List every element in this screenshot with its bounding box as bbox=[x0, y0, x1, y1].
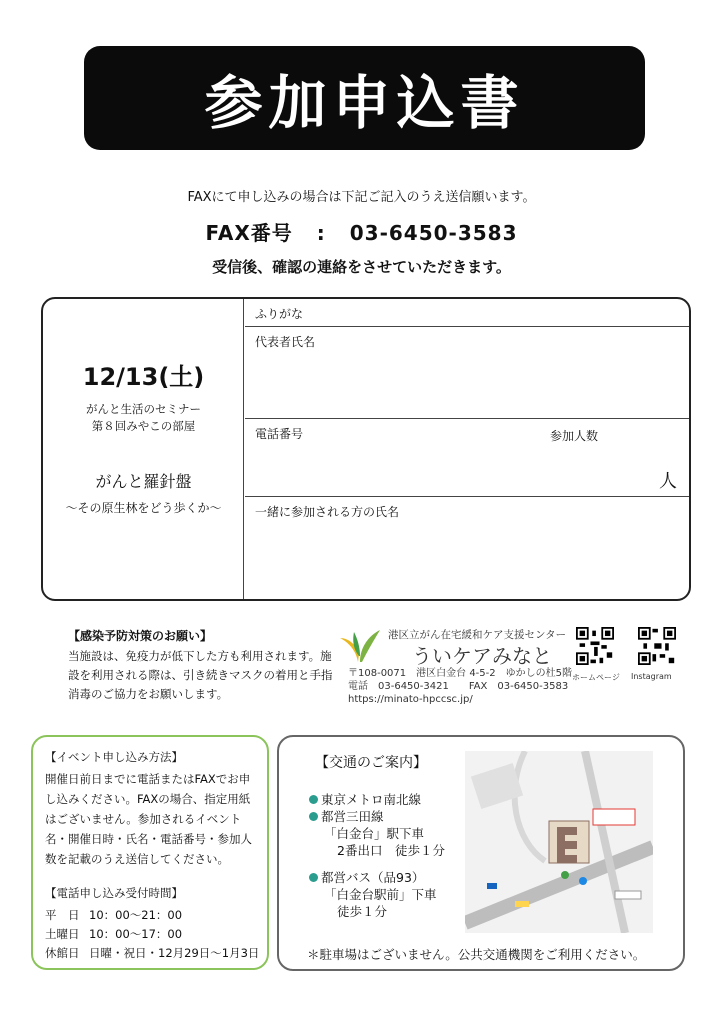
confirm-note: 受信後、確認の連絡をさせていただきます。 bbox=[212, 258, 511, 276]
hours-saturday-value: 10：00～17：00 bbox=[89, 927, 183, 941]
fax-separator: : bbox=[316, 221, 326, 245]
transit-line-mita: 都営三田線 bbox=[309, 808, 445, 825]
phone-attendees-field[interactable] bbox=[245, 419, 691, 497]
phone-hours-heading: 【電話申し込み受付時間】 bbox=[45, 886, 183, 900]
bullet-icon bbox=[309, 795, 318, 804]
event-date: 12/13(土) bbox=[82, 363, 205, 391]
bullet-icon bbox=[309, 873, 318, 882]
transit-station: 「白金台」駅下車 bbox=[324, 826, 425, 841]
fax-label: FAX番号 bbox=[205, 221, 293, 245]
apply-method-box bbox=[31, 735, 269, 970]
rep-name-label: 代表者氏名 bbox=[255, 335, 316, 349]
event-series-line2: 第８回みやこの部屋 bbox=[91, 419, 196, 433]
event-series bbox=[43, 401, 244, 435]
event-series-line1: がんと生活のセミナー bbox=[86, 402, 201, 416]
infection-body: 当施設は、免疫力が低下した方も利用されます。施設を利用される際は、引き続きマスクの着用と手指消毒のご協力をお願いします。 bbox=[68, 649, 333, 701]
attendees-unit: 人 bbox=[659, 471, 677, 492]
rep-name-field[interactable] bbox=[245, 327, 691, 419]
fax-note: FAXにて申し込みの場合は下記ご記入のうえ送信願います。 bbox=[187, 190, 536, 205]
org-subtitle: 港区立がん在宅緩和ケア支援センター bbox=[388, 629, 567, 641]
fax-number: 03-6450-3583 bbox=[349, 221, 518, 245]
qr-code-instagram-icon[interactable] bbox=[638, 627, 676, 665]
access-box bbox=[277, 735, 685, 971]
attendees-label: 参加人数 bbox=[550, 429, 599, 443]
parking-note: ＊駐車場はございません。公共交通機関をご利用ください。 bbox=[307, 947, 646, 962]
access-map bbox=[465, 751, 653, 933]
org-name: ういケアみなと bbox=[412, 644, 552, 668]
transit-line-metro: 東京メトロ南北線 bbox=[309, 791, 445, 808]
hours-saturday bbox=[45, 926, 182, 942]
qr-code-homepage-icon[interactable] bbox=[576, 627, 614, 665]
fax-number-line bbox=[0, 217, 723, 246]
bus-line: 都営バス（品93） bbox=[309, 869, 437, 886]
bus-walk: 徒歩１分 bbox=[337, 904, 388, 919]
event-subtitle: ～その原生林をどう歩くか～ bbox=[65, 501, 222, 515]
hours-saturday-label: 土曜日 bbox=[45, 927, 80, 941]
hours-closed-label: 休館日 bbox=[45, 946, 80, 960]
furigana-field[interactable] bbox=[245, 299, 691, 327]
hours-closed bbox=[45, 945, 259, 961]
companions-field[interactable] bbox=[245, 497, 691, 601]
page-title: 参加申込書 bbox=[204, 69, 525, 137]
application-form bbox=[41, 297, 691, 601]
hours-weekday-label: 平 日 bbox=[45, 908, 80, 922]
org-contact-line: 電話 03-6450-3421 FAX 03-6450-3583 bbox=[348, 681, 569, 692]
hours-weekday bbox=[45, 907, 182, 923]
bus-stop: 「白金台駅前」下車 bbox=[324, 887, 437, 902]
bus-info bbox=[309, 869, 437, 920]
phone-label: 電話番号 bbox=[255, 427, 304, 441]
hours-closed-value: 日曜・祝日・12月29日～1月3日 bbox=[89, 946, 260, 960]
org-url[interactable]: https://minato-hpccsc.jp/ bbox=[348, 694, 473, 705]
transit-info bbox=[309, 791, 445, 859]
companions-label: 一緒に参加される方の氏名 bbox=[255, 505, 400, 519]
apply-body: 開催日前日までに電話またはFAXでお申し込みください。FAXの場合、指定用紙はございません。参加されるイベント名・開催日時・氏名・電話番号・参加人数を記載のうえ送信してください。 bbox=[45, 772, 252, 866]
qr-instagram-label: Instagram bbox=[631, 672, 672, 681]
furigana-label: ふりがな bbox=[255, 307, 304, 321]
event-title: がんと羅針盤 bbox=[95, 472, 192, 491]
apply-heading: 【イベント申し込み方法】 bbox=[45, 750, 183, 764]
org-address-line: 〒108-0071 港区白金台 4-5-2 ゆかしの杜5階 bbox=[348, 668, 572, 679]
event-info-panel bbox=[43, 299, 244, 599]
leaf-logo-icon bbox=[338, 624, 382, 664]
org-address bbox=[348, 667, 572, 706]
bullet-icon bbox=[309, 812, 318, 821]
transit-exit: 2番出口 徒歩１分 bbox=[337, 843, 445, 858]
infection-heading: 【感染予防対策のお願い】 bbox=[68, 629, 213, 643]
access-title: 【交通のご案内】 bbox=[315, 755, 427, 771]
qr-homepage-label: ホームページ bbox=[572, 673, 620, 682]
hours-weekday-value: 10：00～21：00 bbox=[89, 908, 183, 922]
title-banner bbox=[84, 46, 645, 150]
